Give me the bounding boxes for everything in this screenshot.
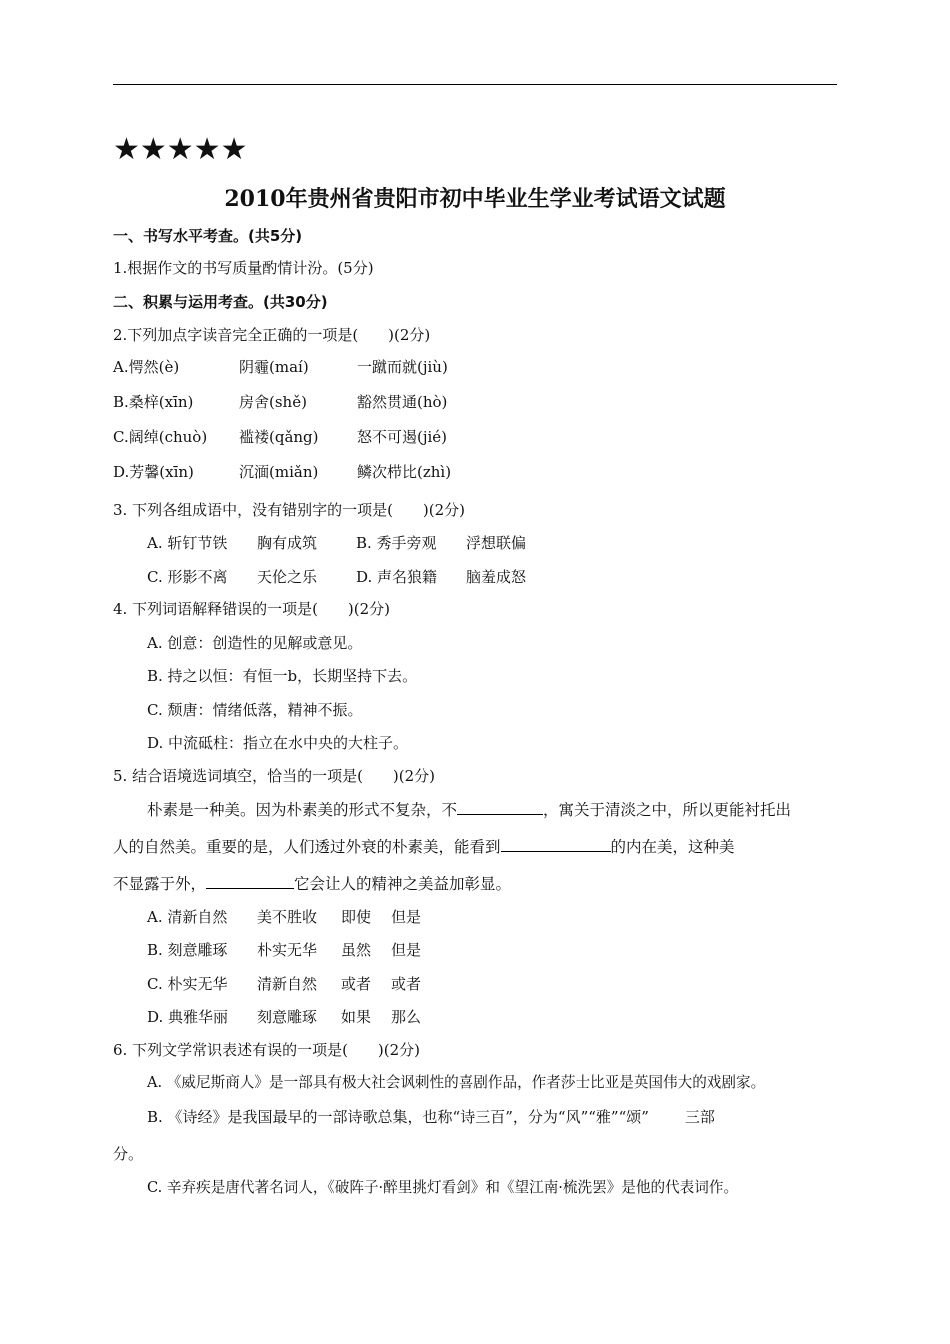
q3-d2: 脑羞成怒 bbox=[466, 568, 527, 586]
q3-b1: B. 秀手旁观 bbox=[356, 534, 437, 552]
q3-c2: 天伦之乐 bbox=[257, 568, 318, 586]
q4-option-c: C. 颓唐：情绪低落，精神不振。 bbox=[147, 701, 363, 719]
q4-option-b: B. 持之以恒：有恒一b，长期坚持下去。 bbox=[147, 667, 418, 685]
q5-b2: 朴实无华 bbox=[257, 941, 318, 959]
q5-p3-text-b: 它会让人的精神之美益加彰显。 bbox=[294, 875, 512, 893]
q5-passage-line-3 bbox=[113, 873, 511, 895]
q3-b2: 浮想联偏 bbox=[466, 534, 527, 552]
q2-d-word3: 鳞次栉比(zhì) bbox=[357, 463, 452, 481]
question-3-stem: 3. 下列各组成语中，没有错别字的一项是( )(2分) bbox=[113, 501, 466, 519]
question-2-stem: 2.下列加点字读音完全正确的一项是( )(2分) bbox=[113, 326, 431, 344]
q6-b-text: B. 《诗经》是我国最早的一部诗歌总集，也称“诗三百”，分为“风”“雅”“颂” bbox=[147, 1108, 649, 1126]
q5-option-a bbox=[147, 906, 421, 928]
q2-c-word2: 褴褛(qǎng) bbox=[239, 428, 319, 446]
question-5-stem: 5. 结合语境选词填空，恰当的一项是( )(2分) bbox=[113, 767, 436, 785]
q2-d-word2: 沉湎(miǎn) bbox=[239, 463, 319, 481]
q5-p2-text-b: 的内在美，这种美 bbox=[610, 838, 735, 856]
q5-option-b bbox=[147, 939, 421, 961]
q5-d3: 如果 bbox=[341, 1008, 372, 1026]
q3-row-1 bbox=[147, 532, 526, 554]
q5-passage-line-1 bbox=[147, 799, 791, 821]
q5-c4: 或者 bbox=[391, 975, 422, 993]
star-rating: ★★★★★ bbox=[113, 132, 248, 167]
header-rule bbox=[113, 84, 837, 85]
q2-b-word2: 房舍(shě) bbox=[239, 393, 307, 411]
q5-p3-text-a: 不显露于外， bbox=[113, 875, 207, 893]
q5-b4: 但是 bbox=[391, 941, 422, 959]
q2-option-b bbox=[113, 391, 447, 413]
q5-a3: 即使 bbox=[341, 908, 372, 926]
q3-a1: A. 斩钉节铁 bbox=[147, 534, 228, 552]
q2-b-word1: B.桑梓(xīn) bbox=[113, 393, 194, 411]
q5-a1: A. 清新自然 bbox=[147, 908, 228, 926]
question-1: 1.根据作文的书写质量酌情计汾。(5分) bbox=[113, 259, 374, 277]
q5-b3: 虽然 bbox=[341, 941, 372, 959]
q5-passage-line-2 bbox=[113, 836, 735, 858]
q2-option-c bbox=[113, 426, 447, 448]
q5-d1: D. 典雅华丽 bbox=[147, 1008, 229, 1026]
q6-option-c: C. 辛弃疾是唐代著名词人，《破阵子·醉里挑灯看剑》和《望江南·梳洗罢》是他的代表词作。 bbox=[147, 1179, 739, 1196]
section2-heading: 二、积累与运用考查。(共30分) bbox=[113, 293, 328, 311]
page-title: 2010年贵州省贵阳市初中毕业生学业考试语文试题 bbox=[224, 186, 726, 212]
q2-option-d bbox=[113, 461, 451, 483]
q4-option-d: D. 中流砥柱：指立在水中央的大柱子。 bbox=[147, 734, 409, 752]
question-4-stem: 4. 下列词语解释错误的一项是( )(2分) bbox=[113, 600, 391, 618]
q3-d1: D. 声名狼籍 bbox=[356, 568, 438, 586]
q5-p2-text-a: 人的自然美。重要的是，人们透过外衰的朴素美，能看到 bbox=[113, 838, 501, 856]
q6-option-b-line-2: 分。 bbox=[113, 1145, 144, 1163]
q4-option-a: A. 创意：创造性的见解或意见。 bbox=[147, 634, 363, 652]
q3-row-2 bbox=[147, 566, 526, 588]
q5-b1: B. 刻意雕琢 bbox=[147, 941, 228, 959]
q2-a-word1: A.愕然(è) bbox=[113, 358, 180, 376]
q5-option-d bbox=[147, 1006, 421, 1028]
q3-c1: C. 形影不离 bbox=[147, 568, 228, 586]
q3-a2: 胸有成筑 bbox=[257, 534, 318, 552]
q5-c1: C. 朴实无华 bbox=[147, 975, 228, 993]
q5-blank-1 bbox=[457, 800, 543, 815]
q2-c-word1: C.阔绰(chuò) bbox=[113, 428, 208, 446]
q5-option-c bbox=[147, 973, 421, 995]
q5-d4: 那么 bbox=[391, 1008, 422, 1026]
q2-a-word2: 阴霾(maí) bbox=[239, 358, 309, 376]
q2-b-word3: 豁然贯通(hò) bbox=[357, 393, 448, 411]
q6-b-text-end: 三部 bbox=[684, 1108, 715, 1126]
q5-blank-3 bbox=[206, 874, 294, 889]
q5-c2: 清新自然 bbox=[257, 975, 318, 993]
q5-d2: 刻意雕琢 bbox=[257, 1008, 318, 1026]
q5-blank-2 bbox=[501, 837, 611, 852]
q6-option-b-line-1 bbox=[147, 1106, 715, 1128]
q2-d-word1: D.芳馨(xīn) bbox=[113, 463, 194, 481]
q5-a2: 美不胜收 bbox=[257, 908, 318, 926]
q5-p1-text-a: 朴素是一种美。因为朴素美的形式不复杂，不 bbox=[147, 801, 458, 819]
q5-a4: 但是 bbox=[391, 908, 422, 926]
section1-heading: 一、书写水平考查。(共5分) bbox=[113, 227, 303, 245]
q6-option-a: A. 《威尼斯商人》是一部具有极大社会讽刺性的喜剧作品，作者莎士比亚是英国伟大的戏剧家。 bbox=[147, 1074, 766, 1091]
q5-p1-text-b: ，寓关于清淡之中，所以更能衬托出 bbox=[543, 801, 792, 819]
q2-option-a bbox=[113, 356, 448, 378]
q2-a-word3: 一蹴而就(jiù) bbox=[357, 358, 448, 376]
q2-c-word3: 怒不可遏(jié) bbox=[357, 428, 448, 446]
q5-c3: 或者 bbox=[341, 975, 372, 993]
question-6-stem: 6. 下列文学常识表述有误的一项是( )(2分) bbox=[113, 1041, 421, 1059]
